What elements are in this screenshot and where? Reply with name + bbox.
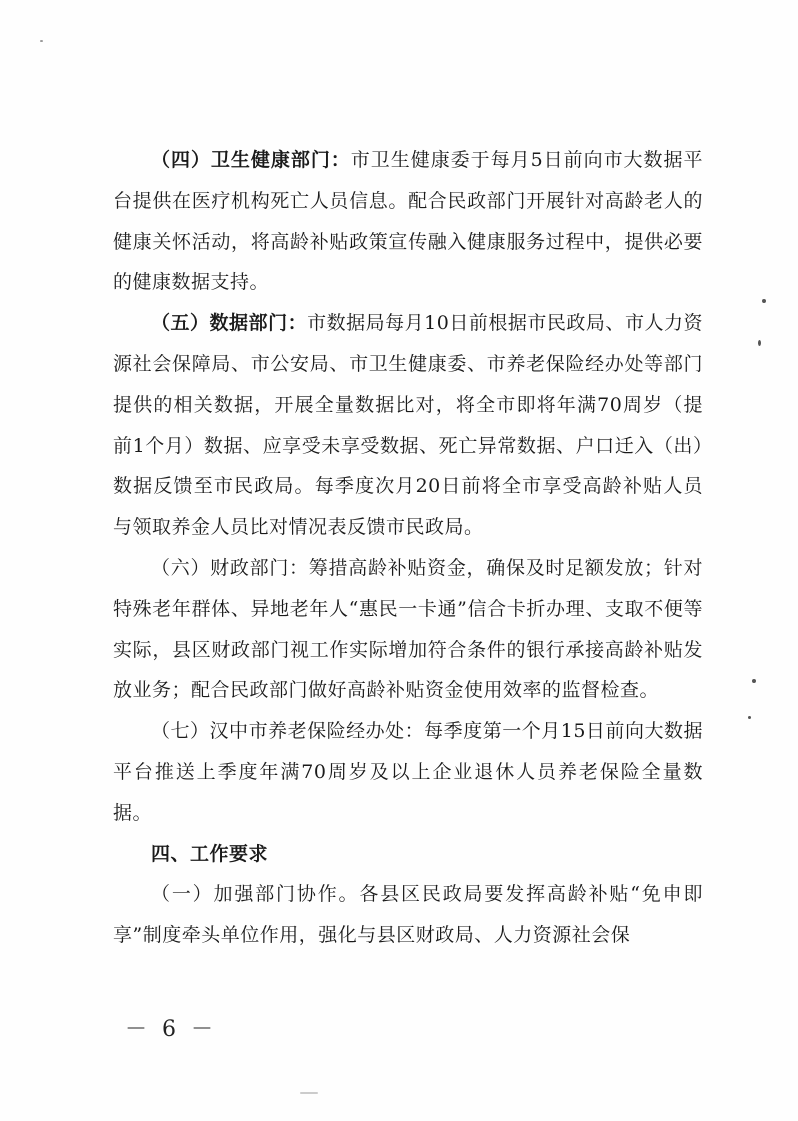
scan-speck (300, 1092, 318, 1094)
page-number: － 6 － (125, 1017, 217, 1042)
document-body (113, 140, 703, 956)
paragraph-finance-dept (113, 548, 703, 711)
paragraph-collaboration (113, 874, 703, 956)
paragraph-pension-office (113, 711, 703, 833)
paragraph-text: 财政部门：筹措高龄补贴资金，确保及时足额发放；针对特殊老年群体、异地老年人“惠民一卡通”信合卡折办理、支取不便等实际，县区财政部门视工作实际增加符合条件的银行承接高龄补贴发放业务；配合民政部门做好高龄补贴资金使用效率的监督检查。 (113, 556, 703, 702)
paragraph-lead: （七） (151, 720, 210, 743)
paragraph-lead: （四）卫生健康部门： (151, 149, 351, 171)
paragraph-text: 市数据局每月10日前根据市民政局、市人力资源社会保障局、市公安局、市卫生健康委、市养老保险经办处等部门提供的相关数据，开展全量数据比对，将全市即将年满70周岁（提前1个月）数据、应享受未享受数据、死亡异常数据、户口迁入（出）数据反馈至市民政局。每季度次月20日前将全市享受高龄补贴人员与领取养金人员比对情况表反馈市民政局。 (113, 312, 703, 539)
paragraph-lead: （一） (151, 883, 214, 906)
scan-speck (752, 679, 756, 683)
paragraph-text: 汉中市养老保险经办处：每季度第一个月15日前向大数据平台推送上季度年满70周岁及以上企业退休人员养老保险全量数据。 (113, 720, 703, 824)
paragraph-text: 市卫生健康委于每月5日前向市大数据平台提供在医疗机构死亡人员信息。配合民政部门开展针对高龄老人的健康关怀活动，将高龄补贴政策宣传融入健康服务过程中，提供必要的健康数据支持。 (113, 149, 703, 294)
scan-speck (748, 716, 751, 719)
scan-speck (762, 299, 766, 303)
paragraph-text: 加强部门协作。各县区民政局要发挥高龄补贴“免申即享”制度牵头单位作用，强化与县区财政局、人力资源社会保 (113, 883, 703, 947)
paragraph-lead: （五）数据部门： (151, 312, 308, 335)
paragraph-health-dept (113, 140, 703, 303)
paragraph-lead: （六） (151, 556, 211, 579)
paragraph-data-dept (113, 303, 703, 548)
scan-speck (758, 340, 761, 346)
section-heading: 四、工作要求 (151, 842, 269, 865)
scan-speck (40, 40, 43, 42)
